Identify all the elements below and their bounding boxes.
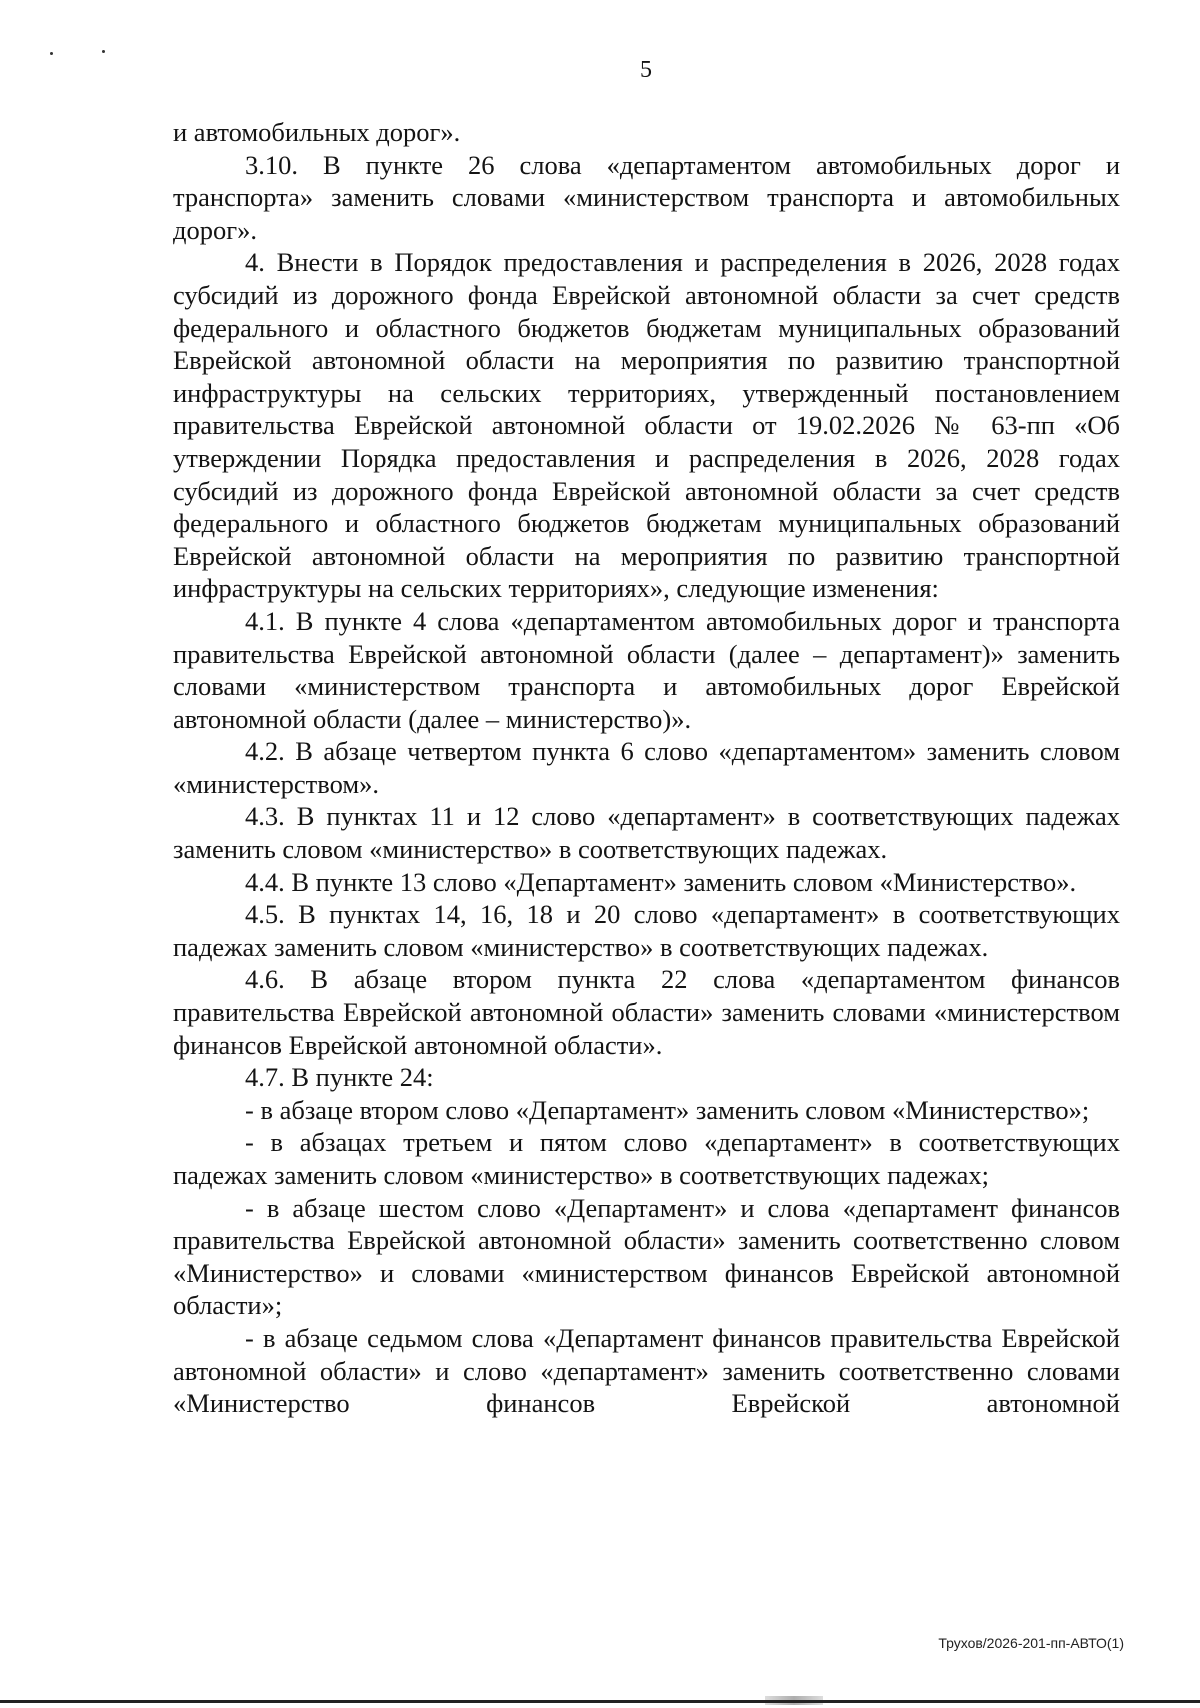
list-item-paragraph-6: - в абзаце шестом слово «Департамент» и слова «департамент финансов правительства Еврейской автономной области» заменить соответственно словом «Министерство» и словами «министерством финансов Еврейской автономной области»; — [173, 1192, 1120, 1321]
paragraph-4: 4. Внести в Порядок предоставления и распределения в 2026, 2028 годах субсидий из дорожного фонда Еврейской автономной области за счет средств федерального и областного бюджетов бюджетам муниципальных образований Еврейской автономной области на мероприятия по развитию транспортной инфраструктуры на сельских территориях, утвержденный постановлением правительства Еврейской автономной области от 19.02.2026 № 63-пп «Об утверждении Порядка предоставления и распределения в 2026, 2028 годах субсидий из дорожного фонда Еврейской автономной области за счет средств федерального и областного бюджетов бюджетам муниципальных образований Еврейской автономной области на мероприятия по развитию транспортной инфраструктуры на сельских территориях», следующие изменения: — [173, 247, 1120, 604]
paragraph-4-2: 4.2. В абзаце четвертом пункта 6 слово «департаментом» заменить словом «министерством». — [173, 736, 1120, 799]
list-item-paragraph-3-5: - в абзацах третьем и пятом слово «департамент» в соответствующих падежах заменить словом «министерство» в соответствующих падежах; — [173, 1127, 1120, 1190]
page-bottom-edge — [0, 1700, 1200, 1703]
paragraph-4-4: 4.4. В пункте 13 слово «Департамент» заменить словом «Министерство». — [245, 866, 1077, 897]
scan-speck — [50, 52, 53, 55]
paragraph-0: и автомобильных дорог». — [173, 117, 461, 147]
scan-speck — [102, 50, 105, 53]
paragraph-4-7: 4.7. В пункте 24: — [245, 1062, 434, 1093]
list-item-paragraph-2: - в абзаце втором слово «Департамент» заменить словом «Министерство»; — [245, 1094, 1090, 1125]
paragraph-4-1: 4.1. В пункте 4 слова «департаментом автомобильных дорог и транспорта правительства Еврейской автономной области (далее – департамент)» заменить словами «министерством транспорта и автомобильных дорог Еврейской автономной области (далее – министерство)». — [173, 605, 1120, 734]
document-body — [173, 116, 1120, 1420]
document-reference: Трухов/2026-201-пп-АВТО(1) — [938, 1635, 1124, 1651]
paragraph-3-10: 3.10. В пункте 26 слова «департаментом автомобильных дорог и транспорта» заменить словами «министерством транспорта и автомобильных дорог». — [173, 149, 1120, 245]
page-number: 5 — [640, 57, 652, 83]
paragraph-4-3: 4.3. В пунктах 11 и 12 слово «департамент» в соответствующих падежах заменить словом «министерство» в соответствующих падежах. — [173, 801, 1120, 865]
list-item-paragraph-7: - в абзаце седьмом слова «Департамент финансов правительства Еврейской автономной области» и слово «департамент» заменить соответственно словами «Министерство финансов Еврейской автономной — [173, 1322, 1120, 1419]
paragraph-4-5: 4.5. В пунктах 14, 16, 18 и 20 слово «департамент» в соответствующих падежах заменить словом «министерство» в соответствующих падежах. — [173, 899, 1120, 962]
paragraph-4-6: 4.6. В абзаце втором пункта 22 слова «департаментом финансов правительства Еврейской автономной области» заменить словами «министерством финансов Еврейской автономной области». — [173, 964, 1120, 1060]
